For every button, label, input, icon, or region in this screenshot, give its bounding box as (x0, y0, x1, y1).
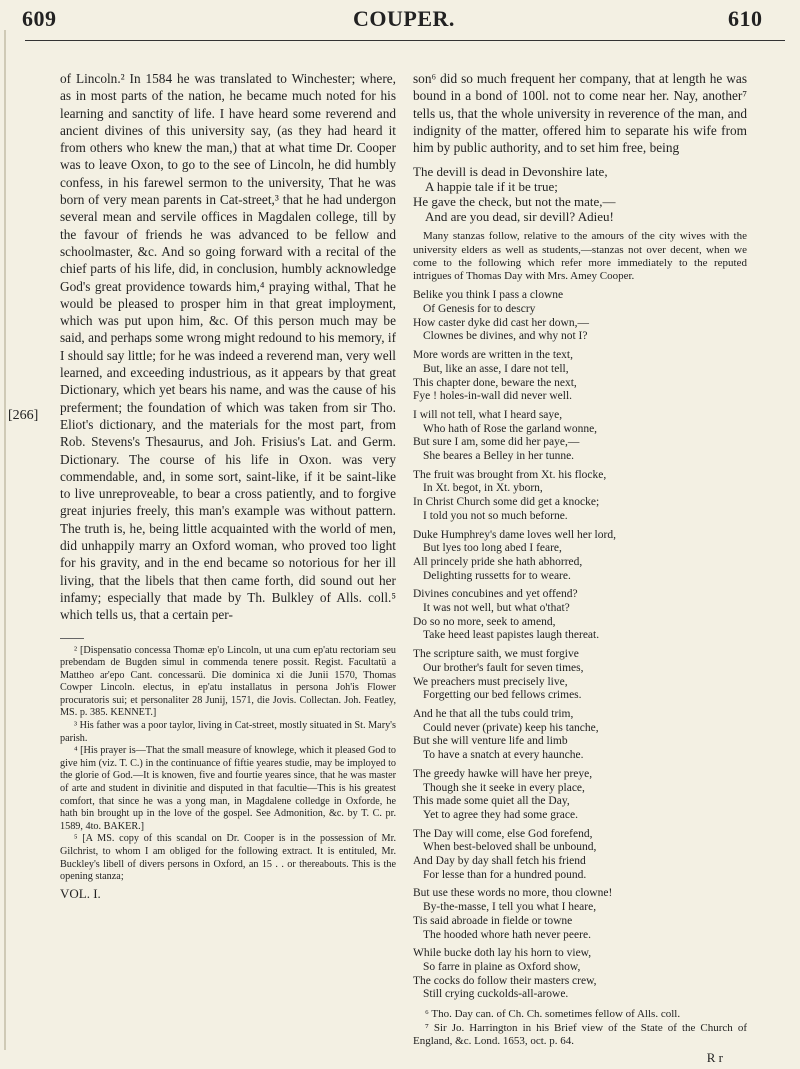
verse-line: It was not well, but what o'that? (423, 602, 570, 615)
footnote: ⁶ Tho. Day can. of Ch. Ch. sometimes fellow of Alls. coll. (425, 1008, 681, 1021)
verse-line: Do so no more, seek to amend, (413, 615, 556, 628)
verse-line: I told you not so much beforne. (423, 509, 568, 522)
verse-line: Our brother's fault for seven times, (423, 661, 584, 674)
verse-line: The greedy hawke will have her preye, (413, 767, 593, 780)
verse-line: How caster dyke did cast her down,— (413, 316, 589, 329)
stanza (413, 289, 747, 344)
footnote: ⁷ Sir Jo. Harrington in his Brief view of the State of the Church of England, &c. Lond. 1653, oct. p. 64. (413, 1022, 747, 1048)
song-line: He gave the check, but not the mate,— (413, 194, 616, 210)
page-header (0, 0, 800, 58)
verse-line: Clownes be divines, and why not I? (423, 330, 588, 343)
verse-line: In Xt. begot, in Xt. yborn, (423, 482, 543, 495)
page-number-left: 609 (22, 6, 57, 31)
stanza (413, 828, 747, 883)
left-column (60, 70, 396, 902)
verse-stanzas (413, 289, 747, 1002)
song-line: A happie tale if it be true; (425, 179, 558, 195)
verse-line: The cocks do follow their masters crew, (413, 974, 597, 987)
verse-line: Forgetting our bed fellows crimes. (423, 689, 582, 702)
footnote: ⁵ [A MS. copy of this scandal on Dr. Cooper is in the possession of Mr. Gilchrist, to whom I am obliged for the following extract. It is entituled, Mr. Buckley's libell of divers persons in Oxford, an 15 . . or thereabouts. This is the opening stanza; (60, 833, 396, 883)
verse-line: To have a snatch at every haunche. (423, 749, 584, 762)
verse-line: While bucke doth lay his horn to view, (413, 947, 592, 960)
verse-line: Yet to agree they had some grace. (423, 808, 578, 821)
verse-line: But she will venture life and limb (413, 735, 568, 748)
verse-line: Could never (private) keep his tanche, (423, 721, 599, 734)
verse-line: And he that all the tubs could trim, (413, 707, 574, 720)
verse-line: I will not tell, what I heard saye, (413, 408, 563, 421)
left-body-text: of Lincoln.² In 1584 he was translated to Winchester; where, as in most parts of the nation, he became much noted for his learning and sanctity of life. I have heard some reverend and ancient divines of this university say, (as they had heard it from others who knew the man,) that at what time Dr. Cooper was to leave Oxon, to go to the see of Lincoln, he did humbly confess, in his farewel sermon to the university, That he was born of very mean parents in Cat-street,³ that he had undergon several mean and servile offices in Magdalen college, till by the favour of friends he was advanced to be fellow and schoolmaster, &c. And so going forward with a recital of the chief parts of his life, did, in conclusion, humbly acknowledge God's great providence towards him,⁴ praying withal, That he would be pleased to prosper him in that great imployment, which was put upon him, &c. Of this person much may be said, and perhaps some wrong might redound to his memory, if I should say little; for he was indeed a reverend man, very well learned, and exceeding industrious, as it appears by that great Dictionary, which yet bears his name, and was the cause of his preferment; the foundation of which was taken from sir Tho. Eliot's dictionary, and the materials for the most part, from Rob. Stevens's Thesaurus, and Joh. Frisius's Lat. and Germ. Dictionary. The course of his life in Oxon. was very commendable, and, in some sort, saint-like, if it be saint-like to live unreproveable, to bear a cross patiently, and to forgive great injuries freely, this man's example was without pattern. The truth is, he, being little acquainted with the world of men, did unhappily marry an Oxford woman, who proved too light for his gravity, and in the end became so notorious for her ill living, that the libels that then came forth, did sound out her infamy; especially that made by Th. Bulkley of Alls. coll.⁵ which tells us, that a certain per- (60, 71, 396, 623)
editorial-note: Many stanzas follow, relative to the amours of the city wives with the university elders as well as students,—stanzas not over decent, when we come to the following which refer more immediately to the reputed intrigues of Thomas Day with Mrs. Amey Cooper. (413, 230, 747, 283)
stanza (413, 588, 747, 643)
verse-line: But, like an asse, I dare not tell, (423, 362, 569, 375)
verse-line: We preachers must precisely live, (413, 675, 568, 688)
stanza (413, 529, 747, 584)
stanza (413, 469, 747, 524)
verse-line: Belike you think I pass a clowne (413, 289, 564, 302)
verse-line: She beares a Belley in her tunne. (423, 450, 575, 463)
right-column (413, 70, 747, 1066)
verse-line: Fye ! holes-in-wall did never well. (413, 390, 573, 403)
right-body-text: son⁶ did so much frequent her company, that at length he was bound in a bond of 100l. not to come near her. Nay, another⁷ tells us, that the whole university in reverence of the man, and indignity of the matter, offered him to separate his wife from him by public authority, and to set him free, being (413, 71, 747, 156)
stanza (413, 947, 747, 1002)
verse-line: Still crying cuckolds-all-arowe. (423, 988, 569, 1001)
page-number-right: 610 (728, 6, 763, 31)
footnote: ³ His father was a poor taylor, living in Cat-street, mostly situated in St. Mary's parish. (60, 720, 396, 744)
right-footnotes (413, 1008, 747, 1049)
verse-line: Take heed least papistes laugh thereat. (423, 629, 600, 642)
stanza (413, 887, 747, 942)
song-line: The devill is dead in Devonshire late, (413, 164, 608, 180)
margin-page-ref: [266] (8, 408, 39, 423)
stanza (413, 708, 747, 763)
verse-line: More words are written in the text, (413, 349, 573, 362)
verse-line: Delighting russetts for to weare. (423, 569, 571, 582)
header-rule (25, 40, 785, 41)
stanza (413, 349, 747, 404)
verse-line: Duke Humphrey's dame loves well her lord, (413, 528, 616, 541)
footnote: ⁴ [His prayer is—That the small measure of knowlege, which it pleased God to give him (viz. T. C.) in the continuance of fiftie yeares studie, may be imployed to the glorie of God.—It is knowen, five and fourtie yeares since, that he was master of arte and student in divinitie and disputed in that facultie—This is his greatest comfort, that since he was a yong man, in Magdalene colledge in Oxforde, he hath bin brought up in the love of the gospel. See Admonition, &c. by T. C. pr. 1589, 4to. BAKER.] (60, 745, 396, 832)
left-footnotes (60, 645, 396, 884)
stanza (413, 409, 747, 464)
stanza (413, 768, 747, 823)
footnote: ² [Dispensatio concessa Thomæ ep'o Lincoln, ut una cum ep'atu rectoriam seu prebendam de Bugden simul in commenda tenere possit. Regist. Facultatü a Mattheo ar'epo Cant. concessarü. Die dominica xi die Junii 1570, Thomas Cowper Lincoln. electus, in ep'atu installatus in persona Joh'is Flower procuratoris sui; et personaliter 28 Junij, 1571, die Jovis. Collectan. Joh. Featley, MS. p. 385. KENNET.] (60, 644, 396, 719)
verse-line: All princely pride she hath abhorred, (413, 555, 583, 568)
verse-line: And Day by day shall fetch his friend (413, 855, 586, 868)
signature-mark: R r (706, 1049, 723, 1065)
verse-line: This made some quiet all the Day, (413, 795, 570, 808)
verse-line: The hooded whore hath never peere. (423, 928, 591, 941)
verse-line: But lyes too long abed I feare, (423, 542, 562, 555)
song-opening-stanza (413, 164, 747, 224)
verse-line: The Day will come, else God forefend, (413, 827, 593, 840)
footnote-separator (60, 638, 84, 639)
verse-line: But sure I am, some did her paye,— (413, 436, 580, 449)
verse-line: But use these words no more, thou clowne! (413, 887, 613, 900)
verse-line: Who hath of Rose the garland wonne, (423, 422, 598, 435)
verse-line: By-the-masse, I tell you what I heare, (423, 901, 597, 914)
verse-line: The scripture saith, we must forgive (413, 648, 579, 661)
verse-line: Though she it seeke in every place, (423, 781, 585, 794)
volume-signature: VOL. I. (60, 885, 101, 901)
verse-line: Divines concubines and yet offend? (413, 588, 578, 601)
song-line: And are you dead, sir devill? Adieu! (425, 209, 614, 225)
verse-line: For lesse than for a hundred pound. (423, 868, 587, 881)
verse-line: So farre in plaine as Oxford show, (423, 960, 581, 973)
verse-line: When best-beloved shall be unbound, (423, 841, 597, 854)
verse-line: This chapter done, beware the next, (413, 376, 577, 389)
verse-line: The fruit was brought from Xt. his flocke, (413, 468, 607, 481)
stanza (413, 648, 747, 703)
running-title: COUPER. (353, 6, 455, 31)
scan-edge (4, 30, 6, 1050)
verse-line: Tis said abroade in fielde or towne (413, 914, 573, 927)
verse-line: In Christ Church some did get a knocke; (413, 496, 600, 509)
verse-line: Of Genesis for to descry (423, 303, 536, 315)
